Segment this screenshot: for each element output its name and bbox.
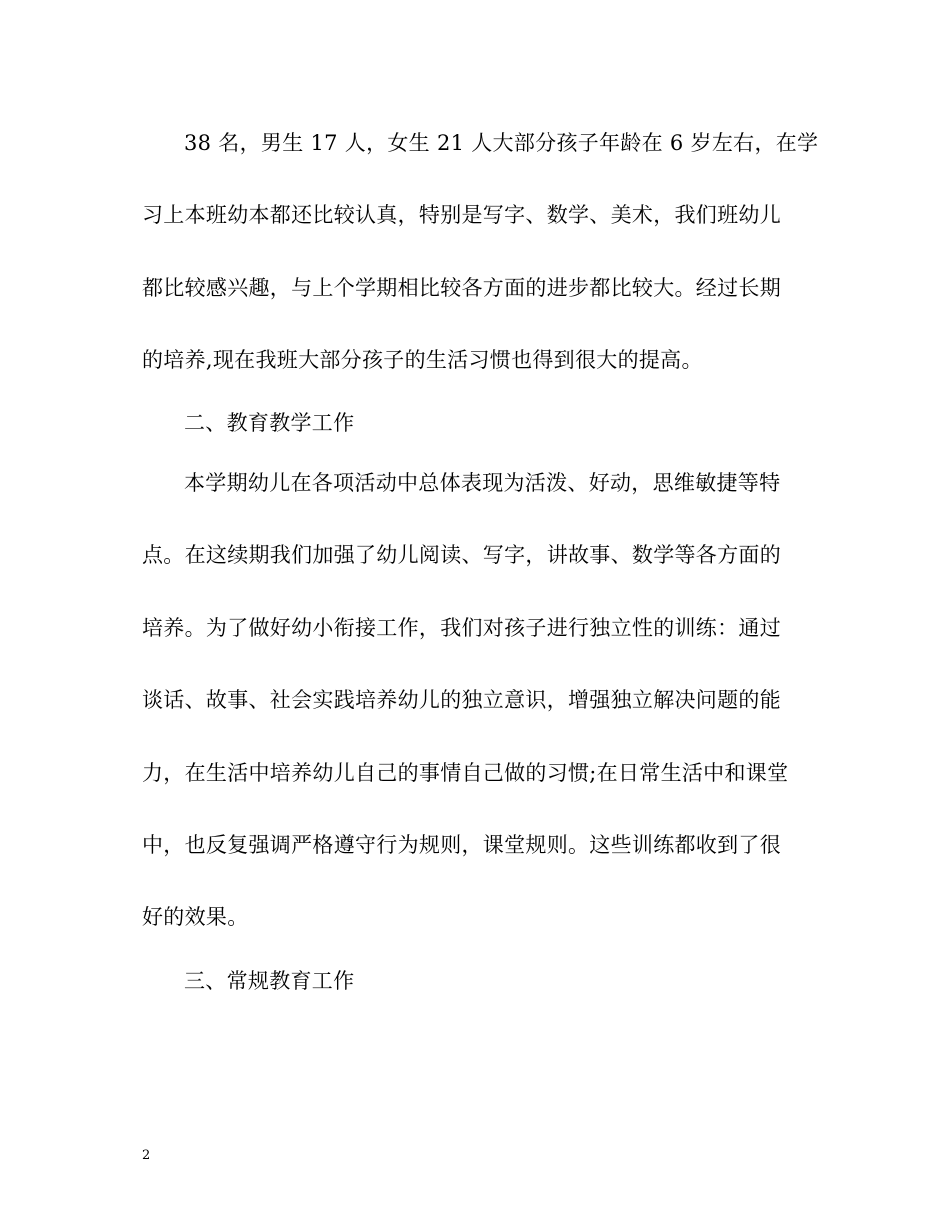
section-heading-2: 二、教育教学工作: [184, 411, 355, 435]
paragraph-1-line-2: 习上本班幼本都还比较认真，特别是写字、数学、美术，我们班幼儿: [142, 203, 781, 227]
paragraph-2-line-2: 点。在这续期我们加强了幼儿阅读、写字，讲故事、数学等各方面的: [142, 543, 781, 567]
paragraph-2-line-1: 本学期幼儿在各项活动中总体表现为活泼、好动，思维敏捷等特: [184, 471, 781, 495]
paragraph-1-line-3: 都比较感兴趣，与上个学期相比较各方面的进步都比较大。经过长期: [142, 276, 781, 300]
paragraph-2-line-3: 培养。为了做好幼小衔接工作，我们对孩子进行独立性的训练：通过: [142, 616, 781, 640]
paragraph-1-line-1: 38 名，男生 17 人，女生 21 人大部分孩子年龄在 6 岁左右，在学: [184, 131, 819, 155]
paragraph-2-line-5: 力，在生活中培养幼儿自己的事情自己做的习惯;在日常生活中和课堂: [142, 761, 789, 785]
paragraph-2-line-7: 好的效果。: [142, 905, 249, 929]
section-heading-3: 三、常规教育工作: [184, 969, 355, 993]
page-number: 2: [142, 1148, 151, 1163]
paragraph-1-line-4: 的培养,现在我班大部分孩子的生活习惯也得到很大的提高。: [142, 348, 703, 372]
paragraph-2-line-4: 谈话、故事、社会实践培养幼儿的独立意识，增强独立解决问题的能: [142, 688, 781, 712]
paragraph-2-line-6: 中，也反复强调严格遵守行为规则，课堂规则。这些训练都收到了很: [142, 833, 781, 857]
